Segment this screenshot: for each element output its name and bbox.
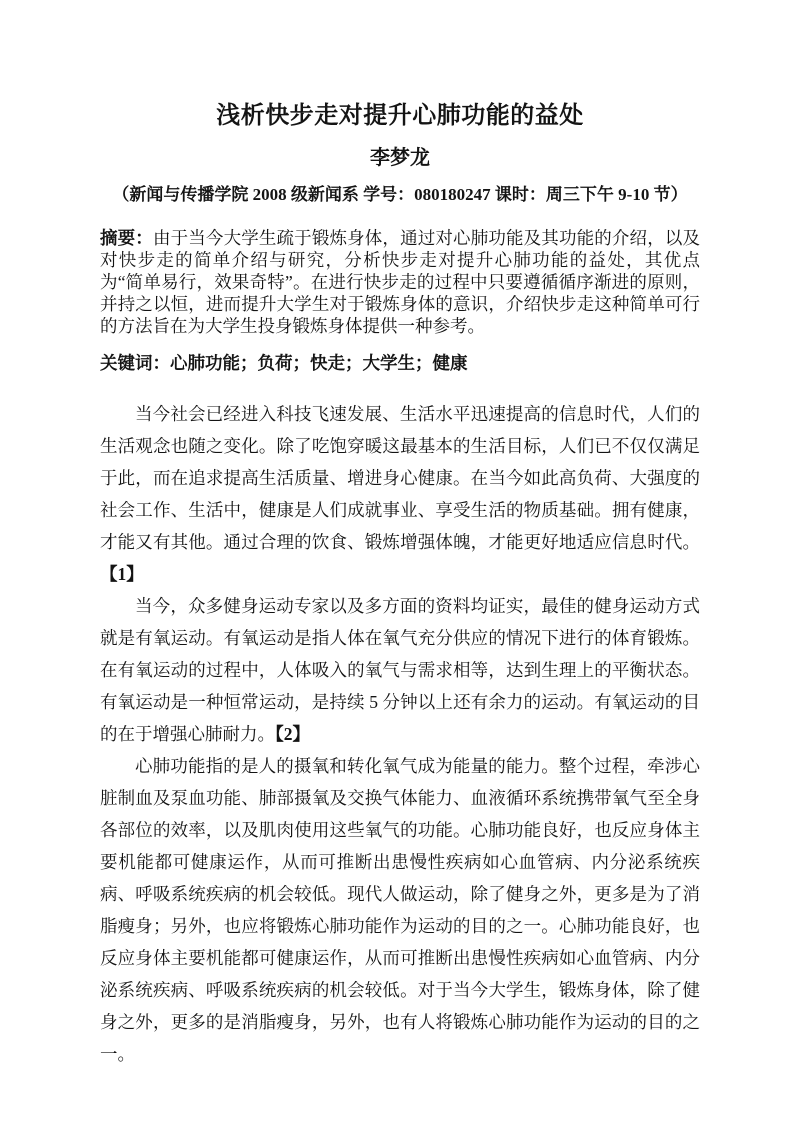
paragraph-2-text: 当今，众多健身运动专家以及多方面的资料均证实，最佳的健身运动方式就是有氧运动。有氧运动是指人体在氧气充分供应的情况下进行的体育锻炼。在有氧运动的过程中，人体吸入的氧气与需求相等，达到生理上的平衡状态。有氧运动是一种恒常运动，是持续 5 分钟以上还有余力的运动。有氧运动的目的在于增强心肺耐力。 <box>100 596 700 744</box>
body-paragraph-1 <box>100 398 700 590</box>
page-title: 浅析快步走对提升心肺功能的益处 <box>216 103 584 129</box>
body-paragraph-2 <box>100 590 700 750</box>
body-paragraph-3 <box>100 750 700 1070</box>
keywords-line <box>100 352 700 374</box>
keywords-text: 心肺功能；负荷；快走；大学生；健康 <box>170 353 468 373</box>
keywords-label: 关键词： <box>100 353 170 373</box>
citation-marker-1: 【1】 <box>100 564 144 584</box>
citation-marker-2: 【2】 <box>275 724 310 744</box>
abstract-paragraph <box>100 227 700 337</box>
document-body <box>100 398 700 1070</box>
paragraph-1-text: 当今社会已经进入科技飞速发展、生活水平迅速提高的信息时代，人们的生活观念也随之变化。除了吃饱穿暖这最基本的生活目标，人们已不仅仅满足于此，而在追求提高生活质量、增进身心健康。在当今如此高负荷、大强度的社会工作、生活中，健康是人们成就事业、享受生活的物质基础。拥有健康，才能又有其他。通过合理的饮食、锻炼增强体魄，才能更好地适应信息时代。 <box>100 404 700 552</box>
paragraph-3-text: 心肺功能指的是人的摄氧和转化氧气成为能量的能力。整个过程，牵涉心脏制血及泵血功能、肺部摄氧及交换气体能力、血液循环系统携带氧气至全身各部位的效率，以及肌肉使用这些氧气的功能。心肺功能良好，也反应身体主要机能都可健康运作，从而可推断出患慢性疾病如心血管病、内分泌系统疾病、呼吸系统疾病的机会较低。现代人做运动，除了健身之外，更多是为了消脂瘦身；另外，也应将锻炼心肺功能作为运动的目的之一。心肺功能良好，也反应身体主要机能都可健康运作，从而可推断出患慢性疾病如心血管病、内分泌系统疾病、呼吸系统疾病的机会较低。对于当今大学生，锻炼身体，除了健身之外，更多的是消脂瘦身，另外，也有人将锻炼心肺功能作为运动的目的之一。 <box>100 756 700 1064</box>
author-name: 李梦龙 <box>370 147 430 169</box>
abstract-text: 由于当今大学生疏于锻炼身体，通过对心肺功能及其功能的介绍，以及对快步走的简单介绍与研究，分析快步走对提升心肺功能的益处，其优点为“简单易行，效果奇特”。在进行快步走的过程中只要遵循循序渐进的原则，并持之以恒，进而提升大学生对于锻炼身体的意识，介绍快步走这种简单可行的方法旨在为大学生投身锻炼身体提供一种参考。 <box>100 228 701 336</box>
author-affiliation: （新闻与传播学院 2008 级新闻系 学号：080180247 课时：周三下午 9-10 节） <box>112 185 688 204</box>
abstract-label: 摘要： <box>100 228 153 248</box>
